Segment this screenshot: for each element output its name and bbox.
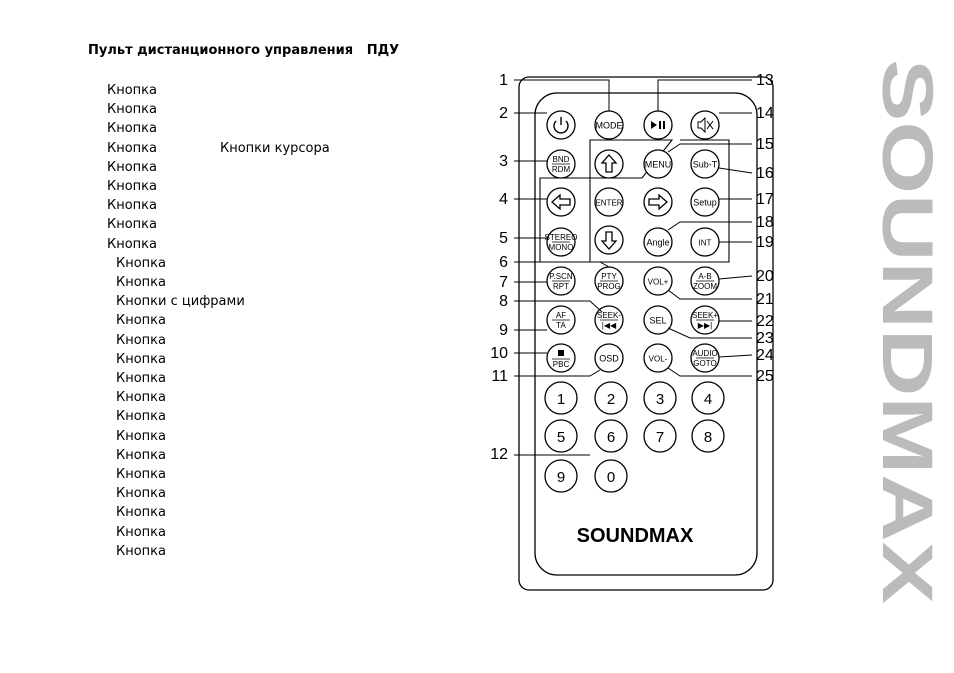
callout-number: 18: [756, 214, 774, 231]
list-item: Кнопка: [107, 140, 158, 156]
digit-label: 8: [703, 429, 713, 446]
pty-prog-button-label-top: PTY: [601, 272, 617, 281]
sel-button-label: SEL: [649, 315, 667, 326]
callout-number: 3: [499, 153, 508, 170]
list-item: Кнопка: [116, 275, 167, 290]
stop-icon: [558, 350, 564, 356]
callout-number: 8: [499, 293, 508, 310]
list-item: Кнопка: [116, 351, 167, 367]
callout-number: 10: [490, 345, 508, 362]
stop-pbc-button: [547, 344, 575, 372]
remote-brand: SOUNDMAX: [576, 525, 694, 547]
callout-number: 7: [499, 274, 508, 291]
bnd-rdm-button: [547, 150, 575, 178]
pty-prog-button-label-bottom: PROG: [597, 282, 621, 291]
pscn-rpt-button-label-top: P.SCN: [549, 272, 573, 281]
digit-label: 2: [606, 391, 616, 408]
audio-goto-button: [691, 344, 719, 372]
digit-button-3: [644, 382, 676, 414]
list-item: Кнопка: [116, 371, 167, 386]
subt-button-label: Sub-T: [692, 159, 718, 170]
audio-goto-button-label-bottom: GOTO: [693, 359, 717, 368]
digit-label: 3: [655, 391, 665, 408]
callout-number: 13: [756, 72, 774, 89]
digit-button-8: [692, 420, 724, 452]
sel-button: [644, 306, 672, 334]
ab-zoom-button-label-bottom: ZOOM: [693, 282, 717, 291]
int-button-label: INT: [698, 238, 712, 248]
seek-forward-button: [691, 306, 719, 334]
callout-number: 4: [499, 191, 508, 208]
page-title: Пульт дистанционного управления ПДУ: [88, 43, 400, 58]
list-item: Кнопка: [116, 543, 167, 559]
mode-button-label: MODE: [595, 120, 623, 131]
osd-button: [595, 344, 623, 372]
power-button: [547, 111, 575, 139]
list-item: Кнопка: [107, 83, 158, 98]
digit-button-0: [595, 460, 627, 492]
callout-number: 9: [499, 322, 508, 339]
vol-down-button: [644, 344, 672, 372]
callout-number: 12: [490, 446, 508, 463]
list-item: Кнопка: [107, 236, 158, 252]
list-item: Кнопка: [116, 505, 167, 521]
int-button: [691, 228, 719, 256]
bnd-rdm-button-label-bottom: RDM: [551, 165, 571, 174]
digit-label: 9: [556, 469, 566, 486]
seek-forward-button-label-top: SEEK+: [691, 311, 719, 320]
digit-label: 0: [606, 469, 616, 486]
digit-button-6: [595, 420, 627, 452]
stereo-mono-button-label-top: STEREO: [544, 233, 578, 242]
cursor-up-button: [595, 150, 623, 178]
pty-prog-button: [595, 267, 623, 295]
vol-up-button: [644, 267, 672, 295]
callout-number: 22: [756, 313, 774, 330]
callout-number: 19: [756, 234, 774, 251]
digit-button-2: [595, 382, 627, 414]
callout-number: 6: [499, 254, 508, 271]
pbc-label: PBC: [552, 360, 570, 369]
callout-number: 20: [756, 268, 774, 285]
list-item: Кнопка: [107, 179, 158, 194]
digit-label: 1: [556, 391, 566, 408]
callout-number: 15: [756, 136, 774, 153]
subt-button: [691, 150, 719, 178]
menu-button: [644, 150, 672, 178]
list-item: Кнопка: [116, 447, 167, 463]
bnd-rdm-button-label-top: BND: [552, 155, 570, 164]
digit-label: 5: [556, 429, 566, 446]
list-item: Кнопка: [107, 121, 158, 137]
cursor-down-button: [595, 226, 623, 254]
digit-button-9: [545, 460, 577, 492]
callout-number: 14: [756, 105, 774, 122]
digit-button-5: [545, 420, 577, 452]
stereo-mono-button-label-bottom: MONO: [548, 243, 574, 252]
enter-button: [595, 188, 623, 216]
list-item: Кнопка: [116, 390, 167, 406]
seek-back-button-label-bottom: |◀◀: [601, 321, 617, 330]
digit-label: 6: [606, 429, 616, 446]
play-pause-button: [644, 111, 672, 139]
af-ta-button-label-top: AF: [555, 311, 567, 320]
callout-number: 24: [756, 347, 774, 364]
seek-forward-button-label-bottom: ▶▶|: [697, 321, 713, 330]
list-item: Кнопка: [116, 524, 167, 540]
list-item: Кнопка: [107, 217, 158, 233]
cursor-right-button: [644, 188, 672, 216]
callout-number: 17: [756, 191, 774, 208]
list-item: Кнопка: [107, 198, 158, 214]
mode-button: [595, 111, 623, 139]
callout-number: 23: [756, 330, 774, 347]
list-item: Кнопка: [116, 255, 167, 271]
list-item: Кнопка: [116, 332, 167, 348]
side-logo: [867, 55, 950, 605]
stereo-mono-button: [545, 228, 578, 256]
menu-button-label: MENU: [644, 159, 672, 170]
angle-button-label: Angle: [646, 237, 670, 248]
seek-back-button-label-top: SEEK-: [596, 311, 622, 320]
digit-button-1: [545, 382, 577, 414]
list-item: Кнопка: [116, 486, 167, 502]
ab-zoom-button-label-top: A-B: [698, 272, 712, 281]
setup-button: [691, 188, 719, 216]
cursor-note: Кнопки курсора: [220, 141, 330, 156]
pscn-rpt-button-label-bottom: RPT: [553, 282, 569, 291]
vol-down-button-label: VOL-: [648, 354, 668, 364]
enter-button-label: ENTER: [595, 198, 623, 208]
callout-number: 25: [756, 368, 774, 385]
vol-up-button-label: VOL+: [647, 277, 669, 287]
side-logo-text: SOUNDMAX: [867, 59, 946, 474]
osd-button-label: OSD: [599, 353, 619, 364]
pscn-rpt-button: [547, 267, 575, 295]
digit-label: 4: [703, 391, 713, 408]
list-item: Кнопка: [116, 409, 167, 425]
ab-zoom-button: [691, 267, 719, 295]
setup-button-label: Setup: [693, 197, 717, 208]
list-item: Кнопка: [107, 159, 158, 175]
callout-number: 11: [491, 368, 508, 385]
list-item: Кнопка: [116, 428, 167, 444]
audio-goto-button-label-top: AUDIO: [692, 349, 718, 358]
list-item: Кнопки с цифрами: [116, 294, 245, 310]
callout-number: 2: [499, 105, 508, 122]
list-item: Кнопка: [107, 102, 158, 118]
seek-back-button: [595, 306, 623, 334]
callout-number: 16: [756, 165, 774, 182]
list-item: Кнопка: [116, 467, 167, 482]
callout-number: 1: [499, 72, 508, 89]
digit-button-7: [644, 420, 676, 452]
digit-label: 7: [655, 429, 665, 446]
mute-button: [691, 111, 719, 139]
list-item: Кнопка: [116, 313, 167, 329]
cursor-left-button: [547, 188, 575, 216]
digit-button-4: [692, 382, 724, 414]
angle-button: [644, 228, 672, 256]
af-ta-button-label-bottom: TA: [556, 321, 566, 330]
af-ta-button: [547, 306, 575, 334]
callout-number: 5: [499, 230, 508, 247]
callout-number: 21: [756, 291, 774, 308]
